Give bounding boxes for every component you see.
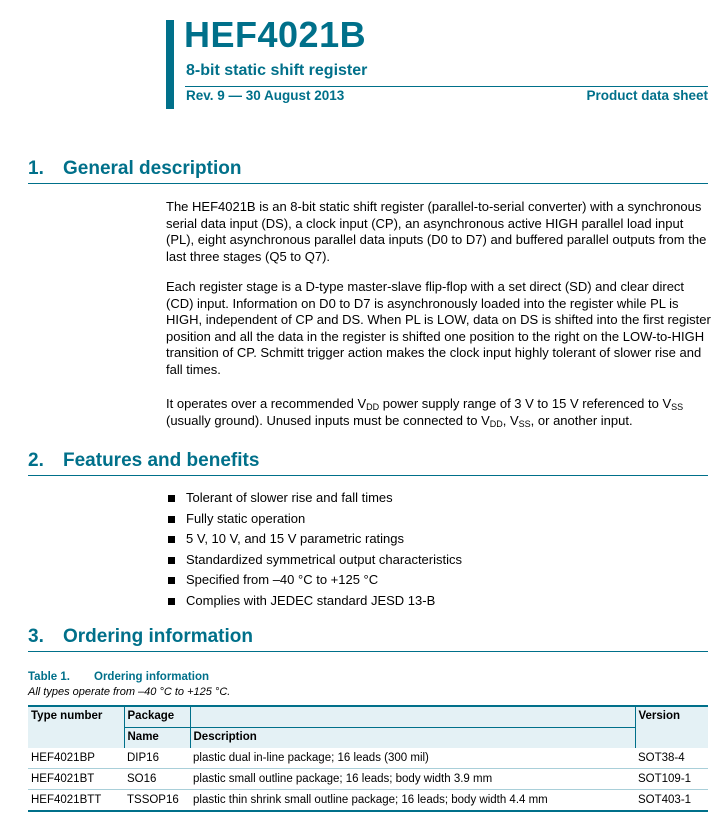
list-item	[168, 529, 462, 550]
cell-type: HEF4021BT	[28, 769, 124, 790]
subscript: SS	[671, 402, 684, 412]
header-accent-bar	[166, 20, 174, 109]
header-name: Name	[124, 727, 190, 748]
bullet-icon	[168, 557, 175, 564]
ordering-table	[28, 705, 708, 812]
list-item	[168, 488, 462, 509]
bullet-icon	[168, 536, 175, 543]
cell-type: HEF4021BTT	[28, 790, 124, 812]
table-note: All types operate from –40 °C to +125 °C.	[28, 686, 231, 698]
cell-description: plastic dual in-line package; 16 leads (300 mil)	[190, 748, 635, 769]
feature-text: 5 V, 10 V, and 15 V parametric ratings	[186, 531, 405, 546]
revision-info: Rev. 9 — 30 August 2013	[186, 88, 345, 103]
text: power supply range of 3 V to 15 V referenced to V	[379, 396, 672, 411]
description-paragraph-1: The HEF4021B is an 8-bit static shift register (parallel-to-serial converter) with a synchronous serial data input (DS), a clock input (CP), an asynchronous active HIGH parallel load input (PL), eight asynchronous parallel data inputs (D0 to D7) and buffered parallel outputs from the last three stages (Q5 to Q7).	[166, 199, 707, 264]
section-title: Features and benefits	[63, 450, 260, 471]
features-list	[168, 488, 462, 611]
document-title: HEF4021B	[184, 14, 367, 55]
feature-text: Complies with JEDEC standard JESD 13-B	[186, 592, 436, 608]
description-paragraph-2: Each register stage is a D-type master-slave flip-flop with a set direct (SD) and clear direct (CD) input. Information on D0 to D7 is asynchronously loaded into the register while PL is HIGH, independent of CP and DS. When PL is LOW, data on DS is shifted into the first register position and all the data in the register is shifted one position to the right on the LOW-to-HIGH transition of CP. Schmitt trigger action makes the clock input highly tolerant of slower rise and fall times.	[166, 279, 711, 377]
section-title: Ordering information	[63, 626, 253, 647]
cell-version: SOT38-4	[635, 748, 708, 769]
section-number: 3.	[28, 626, 44, 647]
section-number: 1.	[28, 158, 44, 179]
cell-name: DIP16	[124, 748, 190, 769]
section-number: 2.	[28, 450, 44, 471]
description-paragraph-3	[166, 396, 711, 429]
bullet-icon	[168, 516, 175, 523]
text: It operates over a recommended V	[166, 396, 367, 411]
text: , V	[502, 412, 519, 428]
header-type-number: Type number	[28, 706, 124, 748]
table-label: Table 1.	[28, 671, 70, 683]
list-item	[168, 591, 462, 612]
bullet-icon	[168, 598, 175, 605]
cell-version: SOT109-1	[635, 769, 708, 790]
header-package-spacer	[190, 706, 635, 727]
text: (usually ground). Unused inputs must be connected to V	[166, 412, 490, 428]
feature-text: Tolerant of slower rise and fall times	[186, 490, 393, 505]
table-caption-text: Ordering information	[94, 671, 209, 683]
header-package: Package	[124, 706, 190, 727]
document-subtitle: 8-bit static shift register	[186, 62, 368, 79]
table-row	[28, 769, 708, 790]
document-type: Product data sheet	[586, 88, 708, 103]
section-title: General description	[63, 158, 242, 179]
cell-description: plastic small outline package; 16 leads; body width 3.9 mm	[190, 769, 635, 790]
table-caption	[28, 671, 209, 683]
header-version: Version	[635, 706, 708, 748]
section-heading-general-description	[28, 158, 708, 184]
cell-description: plastic thin shrink small outline package; 16 leads; body width 4.4 mm	[190, 790, 635, 812]
subscript: SS	[518, 418, 531, 429]
feature-text: Standardized symmetrical output characteristics	[186, 551, 463, 567]
cell-version: SOT403-1	[635, 790, 708, 812]
subscript: DD	[366, 402, 380, 412]
text: , or another input.	[530, 412, 633, 428]
header-description: Description	[190, 727, 635, 748]
feature-text: Specified from –40 °C to +125 °C	[186, 572, 379, 587]
table-row	[28, 790, 708, 812]
bullet-icon	[168, 577, 175, 584]
cell-name: TSSOP16	[124, 790, 190, 812]
section-heading-ordering	[28, 626, 708, 652]
bullet-icon	[168, 495, 175, 502]
table-row	[28, 748, 708, 769]
cell-name: SO16	[124, 769, 190, 790]
list-item	[168, 509, 462, 530]
cell-type: HEF4021BP	[28, 748, 124, 769]
list-item	[168, 570, 462, 591]
subscript: DD	[489, 418, 503, 429]
list-item	[168, 550, 462, 571]
feature-text: Fully static operation	[186, 510, 306, 526]
section-heading-features	[28, 450, 708, 476]
header-divider	[185, 86, 708, 87]
